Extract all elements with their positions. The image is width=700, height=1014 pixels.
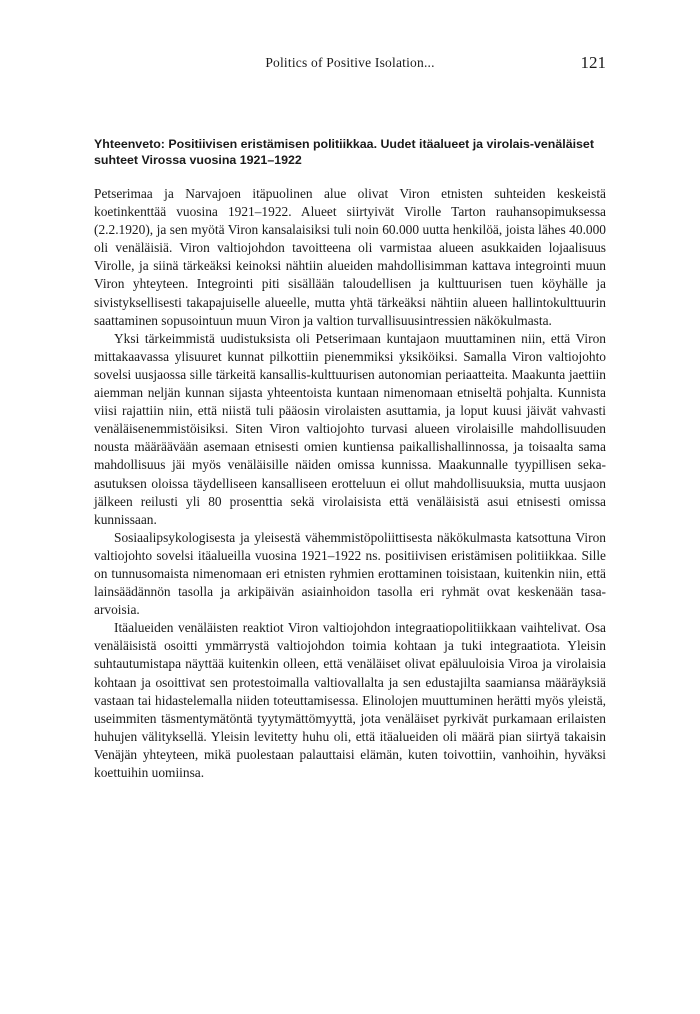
paragraph-1: Petserimaa ja Narvajoen itäpuolinen alue olivat Viron etnisten suhteiden keskeistä koetinkenttää vuosina 1921–1922. Alueet siirtyivät Virolle Tarton rauhansopimuksessa (2.2.1920), ja sen myötä Viron kansalaisiksi tuli noin 60.000 uutta henkilöä, joista lähes 40.000 oli venäläisiä. Viron valtiojohdon tavoitteena oli varmistaa alueen asukkaiden lojaalisuus Virolle, ja siinä tärkeäksi keinoksi nähtiin alueiden mahdollisimman kattava integrointi muun Viron yhteyteen. Integrointi piti sisällään taloudellisen ja kulttuurisen tuen köyhälle ja sivistyksellisesti takapajuiselle alueelle, mutta yhtä tärkeäksi nähtiin alueen hallintokulttuurin saattaminen sopusointuun muun Viron ja valtion turvallisuusintressien näkökulmasta. [94, 186, 606, 328]
section-heading: Yhteenveto: Positiivisen eristämisen politiikkaa. Uudet itäalueet ja virolais-venäläiset suhteet Virossa vuosina 1921–1922 [94, 137, 594, 167]
paragraph-4: Itäalueiden venäläisten reaktiot Viron valtiojohdon integraatiopolitiikkaan vaihtelivat. Osa venäläisistä osoitti ymmärrystä valtiojohdon toimia kohtaan ja tuki integraatiota. Yleisin suhtautumistapa näyttää kuitenkin olleen, että venäläiset olivat epäluuloisia Viroa ja virolaisia kohtaan ja osoittivat sen protestoimalla valtiovallalta ja sen edustajilta saamiansa määräyksiä vastaan tai hidastelemalla niiden toteuttamisessa. Elinolojen muuttuminen herätti myös yleistä, useimmiten täsmentymätöntä tyytymättömyyttä, jota venäläiset pyrkivät purkamaan erilaisten huhujen välityksellä. Yleisin levitetty huhu oli, että itäalueiden oli määrä pian siirtyä takaisin Venäjän yhteyteen, mikä puolestaan palauttaisi elämän, kuten toivottiin, vanhoihin, hyväksi koettuihin uomiinsa. [94, 620, 606, 780]
running-head [94, 52, 606, 74]
paragraph-2: Yksi tärkeimmistä uudistuksista oli Petserimaan kuntajaon muuttaminen niin, että Viron mittakaavassa ylisuuret kunnat pilkottiin pienemmiksi yksiköiksi. Samalla Viron valtiojohto sovelsi uusjaossa sille tärkeitä kansallis-kulttuurisen autonomian periaatteita. Maakunta jaettiin aiemman neljän kunnan sijasta yhteentoista kuntaan nimenomaan etniseltä pohjalta. Kunnista viisi rajattiin niin, että niistä tuli pääosin virolaisten asuttamia, ja loput kuusi jäivät vahvasti venäläisenemmistöisiksi. Siten Viron valtiojohto turvasi alueen virolaisille mahdollisuuden nousta määräävään asemaan etnisesti omien kuntiensa paikallishallinnossa, ja toisaalta sama mahdollisuus jäi myös venäläisille näiden omissa kunnissa. Maakunnalle tyypillisen seka-asutuksen oloissa täydelliseen kansalliseen erotteluun ei ollut mahdollisuuksia, mutta uusjaon jälkeen reilusti yli 80 prosenttia sekä virolaisista että venäläisistä asui etnisesti omissa kunnissaan. [94, 330, 606, 527]
body-text [94, 185, 606, 782]
running-title: Politics of Positive Isolation... [265, 55, 435, 70]
paragraph-3: Sosiaalipsykologisesta ja yleisestä vähemmistöpoliittisesta näkökulmasta katsottuna Viron valtiojohto sovelsi itäalueilla vuosina 1921–1922 ns. positiivisen eristämisen politiikkaa. Sille on tunnusomaista nimenomaan eri etnisten ryhmien erottaminen toisistaan, kuitenkin niin, että lainsäädännön tasolla ja arkipäivän asiainhoidon tasolla eri ryhmät ovat keskenään tasa-arvoisia. [94, 529, 606, 618]
page-number: 121 [580, 53, 606, 72]
